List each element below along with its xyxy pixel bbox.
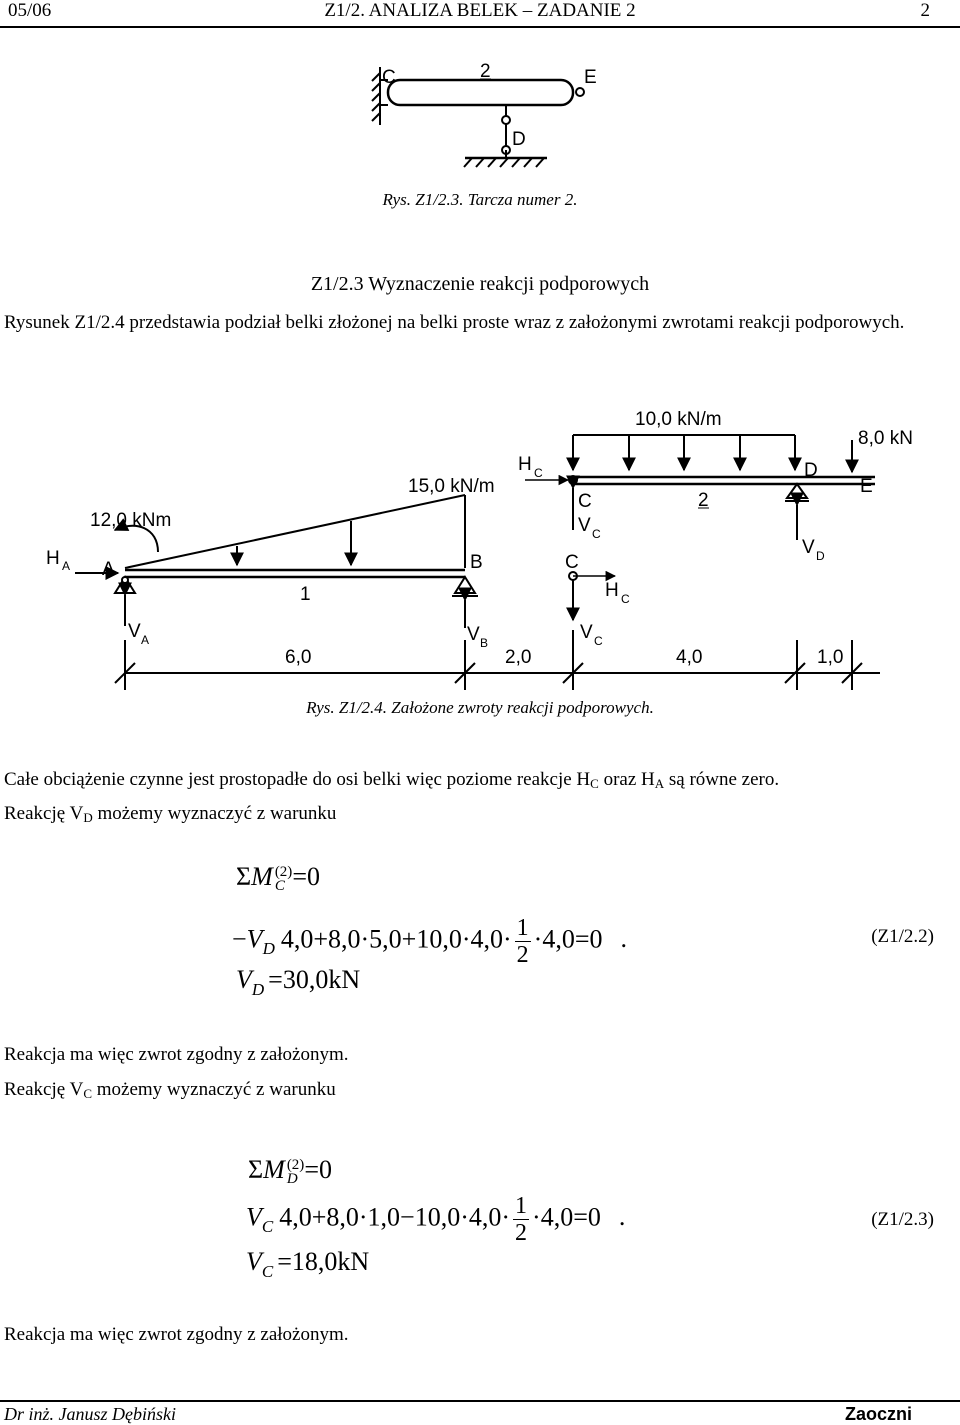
label-VC-top-sub: C bbox=[592, 527, 601, 541]
eq2-line2: $V_C$ $4,0+8,0\cdot 1,0-10,0\cdot 4,0\cdot \frac{1}{2} \cdot 4,0=0$ . bbox=[246, 1193, 626, 1246]
note-2: Reakcja ma więc zwrot zgodny z założonym. bbox=[4, 1324, 349, 1345]
label-D: D bbox=[804, 460, 818, 481]
label-disc: 2 bbox=[480, 61, 491, 82]
label-C-lower: C bbox=[565, 552, 579, 573]
label-VC-top: V bbox=[578, 515, 591, 536]
note-1: Reakcja ma więc zwrot zgodny z założonym. bbox=[4, 1044, 349, 1065]
moment-label: 12,0 kNm bbox=[90, 510, 172, 531]
header-page: 2 bbox=[920, 0, 930, 21]
label-VC-bot: V bbox=[580, 622, 593, 643]
dim-2: 2,0 bbox=[505, 647, 532, 668]
header-rule bbox=[0, 26, 960, 28]
footer-rule bbox=[0, 1400, 960, 1402]
eq2-tag: (Z1/2.3) bbox=[871, 1209, 934, 1230]
label-e: E bbox=[584, 67, 597, 88]
label-VB: V bbox=[467, 624, 480, 645]
para-vc: Reakcję VC możemy wyznaczyć z warunku bbox=[4, 1079, 336, 1101]
load-uniform-label: 10,0 kN/m bbox=[635, 409, 722, 430]
label-d: D bbox=[512, 129, 526, 150]
label-HA-sub: A bbox=[62, 559, 71, 573]
eq1-line2: $-V_D$ $4,0+8,0\cdot 5,0+10,0\cdot 4,0\cdot \frac{1}{2} \cdot 4,0=0$ . bbox=[232, 915, 627, 968]
label-HC-bot-sub: C bbox=[621, 592, 630, 606]
eq2-line1: ΣM (2) D =0 bbox=[248, 1155, 332, 1188]
label-A: A bbox=[102, 559, 115, 580]
label-disc-2: 2 bbox=[698, 490, 709, 511]
header-left: 05/06 bbox=[8, 0, 52, 21]
label-HA: H bbox=[46, 548, 60, 569]
label-VA: V bbox=[128, 621, 141, 642]
eq1-line3: $V_D =30,0kN$ bbox=[236, 965, 361, 999]
fig2-caption: Rys. Z1/2.4. Założone zwroty reakcji podporowych. bbox=[306, 698, 654, 717]
label-HC-top: H bbox=[518, 454, 532, 475]
label-HC-top-sub: C bbox=[534, 466, 543, 480]
figure-reactions bbox=[40, 400, 940, 705]
label-VA-sub: A bbox=[141, 633, 150, 647]
label-HC-bot: H bbox=[605, 580, 619, 601]
label-C-upper: C bbox=[578, 491, 592, 512]
label-B: B bbox=[470, 552, 483, 573]
dim-3: 4,0 bbox=[676, 647, 703, 668]
header-title: Z1/2. ANALIZA BELEK – ZADANIE 2 bbox=[324, 0, 636, 21]
section-title: Z1/2.3 Wyznaczenie reakcji podporowych bbox=[310, 273, 650, 295]
dim-4: 1,0 bbox=[817, 647, 844, 668]
label-VB-sub: B bbox=[480, 636, 489, 650]
eq1-tag: (Z1/2.2) bbox=[871, 926, 934, 947]
eq2-line3: $V_C =18,0kN$ bbox=[246, 1247, 370, 1281]
label-VD-sub: D bbox=[816, 549, 825, 563]
footer-author: Dr inż. Janusz Dębiński bbox=[4, 1404, 176, 1424]
label-disc-1: 1 bbox=[300, 584, 311, 605]
label-E: E bbox=[860, 476, 873, 497]
label-VD: V bbox=[802, 537, 815, 558]
para-horizontal-reactions: Całe obciążenie czynne jest prostopadłe do osi belki więc poziome reakcje $H_C$ oraz HA są równe zero. Reakcję VD możemy wyznaczyć z warunku bbox=[4, 769, 780, 825]
load-linear-label: 15,0 kN/m bbox=[408, 476, 495, 497]
footer-mode: Zaoczni bbox=[844, 1404, 912, 1424]
label-VC-bot-sub: C bbox=[594, 634, 603, 648]
eq1-line1: ΣM (2) C =0 bbox=[236, 862, 320, 895]
load-point-label: 8,0 kN bbox=[858, 428, 913, 449]
section-intro: Rysunek Z1/2.4 przedstawia podział belki złożonej na belki proste wraz z założonymi zwrotami reakcji podporowych. bbox=[4, 312, 905, 333]
label-c: C bbox=[382, 67, 396, 88]
fig1-caption: Rys. Z1/2.3. Tarcza numer 2. bbox=[382, 190, 578, 209]
dim-1: 6,0 bbox=[285, 647, 312, 668]
